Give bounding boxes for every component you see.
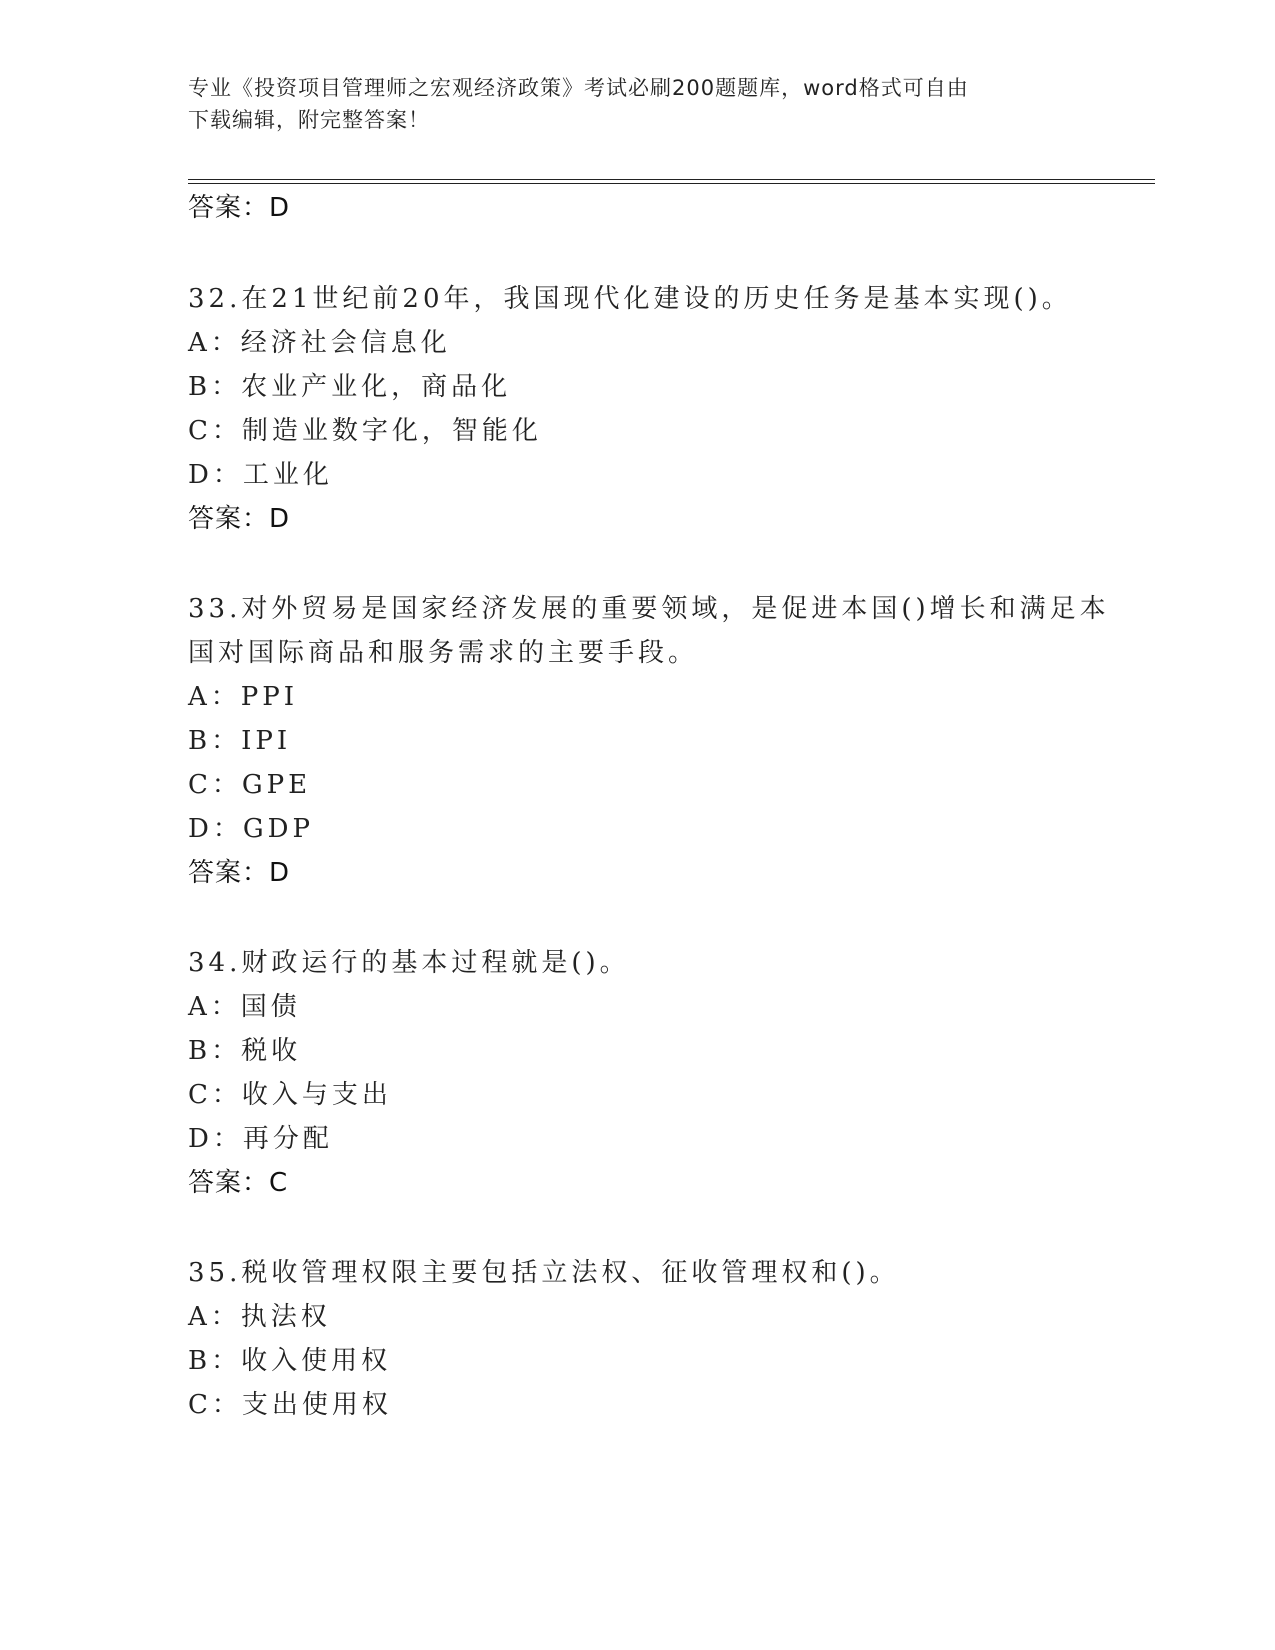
question-33-answer: 答案：D [188, 858, 291, 888]
question-35-text: 35.税收管理权限主要包括立法权、征收管理权和()。 [188, 1258, 900, 1288]
header-line-1: 专业《投资项目管理师之宏观经济政策》考试必刷200题题库，word格式可自由 [188, 76, 969, 100]
question-34-option-c: C：收入与支出 [188, 1080, 392, 1110]
question-34-option-a: A：国债 [188, 992, 301, 1022]
question-35-option-a: A：执法权 [188, 1302, 331, 1332]
question-33-text-line-1: 33.对外贸易是国家经济发展的重要领域，是促进本国()增长和满足本 [188, 594, 1110, 624]
question-33-option-c: C：GPE [188, 770, 312, 800]
question-34-answer: 答案：C [188, 1168, 289, 1198]
question-32-text: 32.在21世纪前20年，我国现代化建设的历史任务是基本实现()。 [188, 284, 1072, 314]
question-34-text: 34.财政运行的基本过程就是()。 [188, 948, 630, 978]
question-33-option-d: D：GDP [188, 814, 314, 844]
question-32-option-b: B：农业产业化，商品化 [188, 372, 512, 402]
question-35-option-b: B：收入使用权 [188, 1346, 392, 1376]
question-33-text-line-2: 国对国际商品和服务需求的主要手段。 [188, 638, 699, 668]
header-line-2: 下载编辑，附完整答案！ [188, 108, 430, 132]
document-header [188, 72, 1088, 136]
question-35-option-c: C：支出使用权 [188, 1390, 392, 1420]
question-32-option-c: C：制造业数字化，智能化 [188, 416, 542, 446]
question-32-option-a: A：经济社会信息化 [188, 328, 451, 358]
question-33-option-b: B：IPI [188, 726, 292, 756]
question-34-option-b: B：税收 [188, 1036, 302, 1066]
answer-line: 答案：D [188, 193, 291, 223]
header-divider-bottom [188, 183, 1155, 184]
question-32-answer: 答案：D [188, 504, 291, 534]
question-32-option-d: D：工业化 [188, 460, 333, 490]
question-33-option-a: A：PPI [188, 682, 299, 712]
header-divider-top [188, 179, 1155, 180]
question-34-option-d: D：再分配 [188, 1124, 333, 1154]
